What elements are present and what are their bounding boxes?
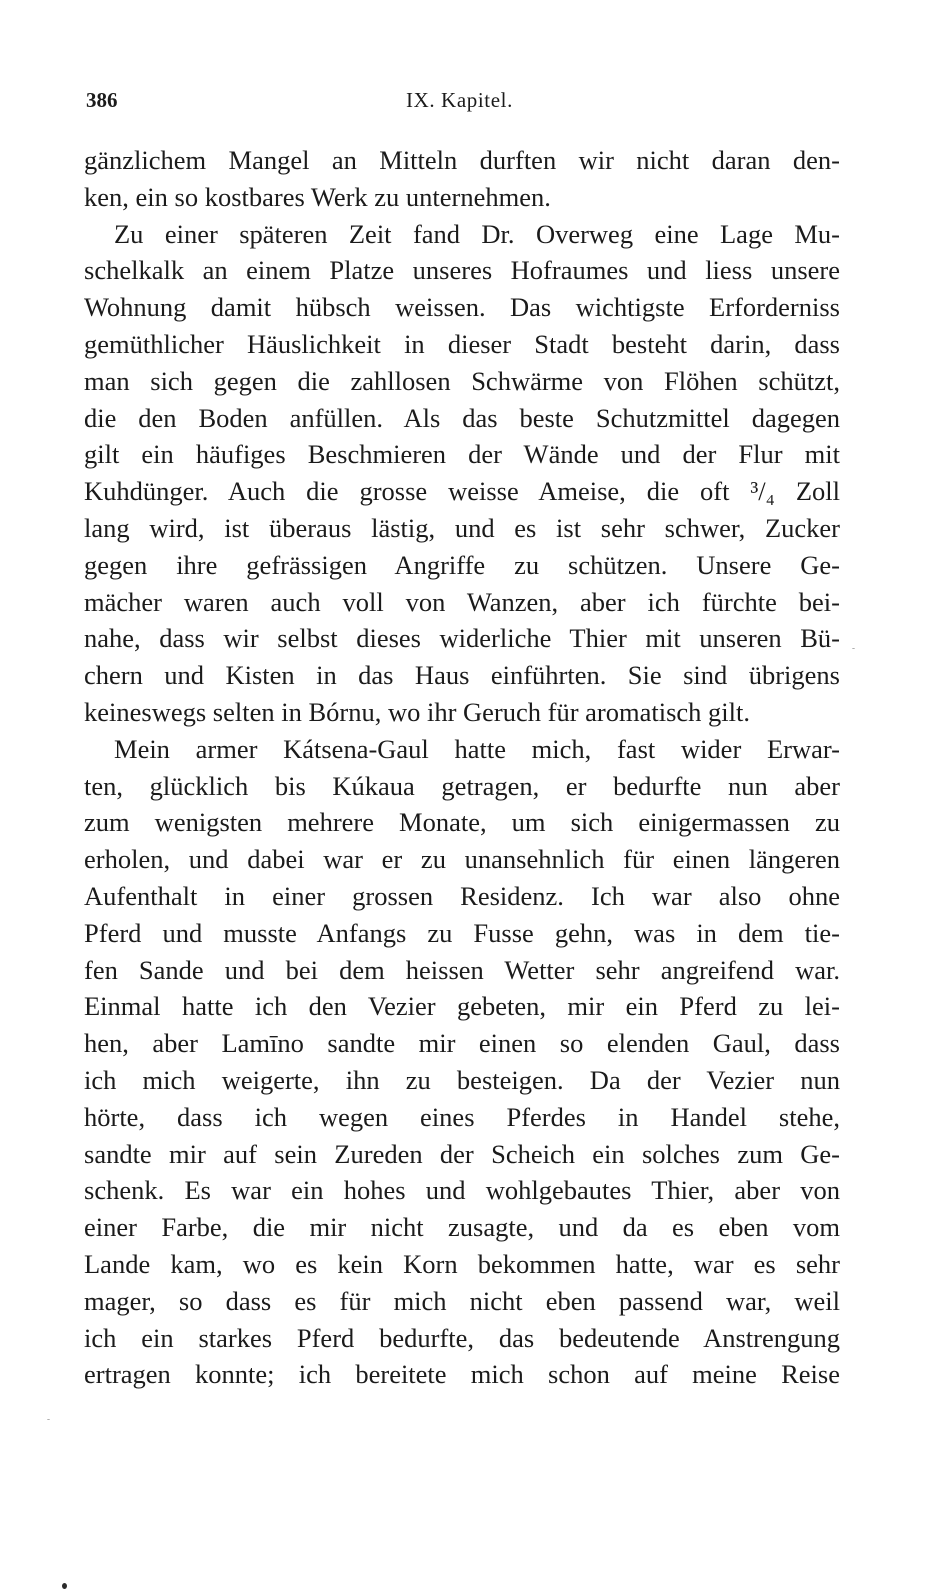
text-line: gilt ein häufiges Beschmieren der Wände und der Flur mit [84, 439, 840, 470]
body-text [84, 142, 840, 1393]
text-line: Aufenthalt in einer grossen Residenz. Ich war also ohne [84, 880, 840, 911]
text-line: nahe, dass wir selbst dieses widerliche Thier mit unseren Bü- [84, 623, 840, 654]
text-line: die den Boden anfüllen. Als das beste Schutzmittel dagegen [84, 402, 840, 433]
text-line: schelkalk an einem Platze unseres Hofraumes und liess unsere [84, 255, 840, 286]
text-line: schenk. Es war ein hohes und wohlgebautes Thier, aber von [84, 1175, 840, 1206]
text-line: ich ein starkes Pferd bedurfte, das bedeutende Anstrengung [84, 1322, 840, 1353]
text-line: fen Sande und bei dem heissen Wetter sehr angreifend war. [84, 954, 840, 985]
text-line: gemüthlicher Häuslichkeit in dieser Stadt besteht darin, dass [84, 328, 840, 359]
text-line: ertragen konnte; ich bereitete mich schon auf meine Reise [84, 1359, 840, 1390]
page-number: 386 [86, 88, 118, 112]
text-line: lang wird, ist überaus lästig, und es ist sehr schwer, Zucker [84, 512, 840, 543]
text-line: hen, aber Lamīno sandte mir einen so elenden Gaul, dass [84, 1028, 840, 1059]
text-line: chern und Kisten in das Haus einführten. Sie sind übrigens [84, 660, 840, 691]
text-line: ken, ein so kostbares Werk zu unternehmen. [84, 181, 551, 212]
text-line: einer Farbe, die mir nicht zusagte, und da es eben vom [84, 1212, 840, 1243]
running-head: IX. Kapitel. [406, 88, 513, 112]
text-line: ten, glücklich bis Kúkaua getragen, er bedurfte nun aber [84, 770, 840, 801]
text-line: erholen, und dabei war er zu unansehnlich für einen längeren [84, 844, 840, 875]
text-line: sandte mir auf sein Zureden der Scheich ein solches zum Ge- [84, 1138, 840, 1169]
text-line: hörte, dass ich wegen eines Pferdes in Handel stehe, [84, 1101, 840, 1132]
scan-speck [47, 1419, 50, 1420]
text-line: mager, so dass es für mich nicht eben passend war, weil [84, 1285, 840, 1316]
text-line: mächer waren auch voll von Wanzen, aber ich fürchte bei- [84, 586, 840, 617]
text-line: Wohnung damit hübsch weissen. Das wichtigste Erforderniss [84, 292, 840, 323]
page-header [86, 88, 838, 122]
scan-speck [852, 648, 855, 649]
text-line: gänzlichem Mangel an Mitteln durften wir nicht daran den- [84, 145, 840, 175]
text-line: keineswegs selten in Bórnu, wo ihr Geruch für aromatisch gilt. [84, 696, 751, 727]
text-line: gegen ihre gefrässigen Angriffe zu schützen. Unsere Ge- [84, 549, 840, 580]
text-line: Pferd und musste Anfangs zu Fusse gehn, was in dem tie- [84, 917, 840, 948]
text-line: Zu einer späteren Zeit fand Dr. Overweg eine Lage Mu- [114, 218, 840, 249]
text-line: Einmal hatte ich den Vezier gebeten, mir ein Pferd zu lei- [84, 991, 840, 1022]
scan-speck [62, 1583, 67, 1589]
text-line: zum wenigsten mehrere Monate, um sich einigermassen zu [84, 807, 840, 838]
text-line: ich mich weigerte, ihn zu besteigen. Da der Vezier nun [84, 1064, 840, 1095]
text-line: man sich gegen die zahllosen Schwärme von Flöhen schützt, [84, 365, 840, 396]
text-line: Kuhdünger. Auch die grosse weisse Ameise, die oft ³/₄ Zoll [84, 476, 840, 507]
text-line: Mein armer Kátsena-Gaul hatte mich, fast wider Erwar- [114, 733, 840, 764]
text-line: Lande kam, wo es kein Korn bekommen hatte, war es sehr [84, 1248, 840, 1279]
